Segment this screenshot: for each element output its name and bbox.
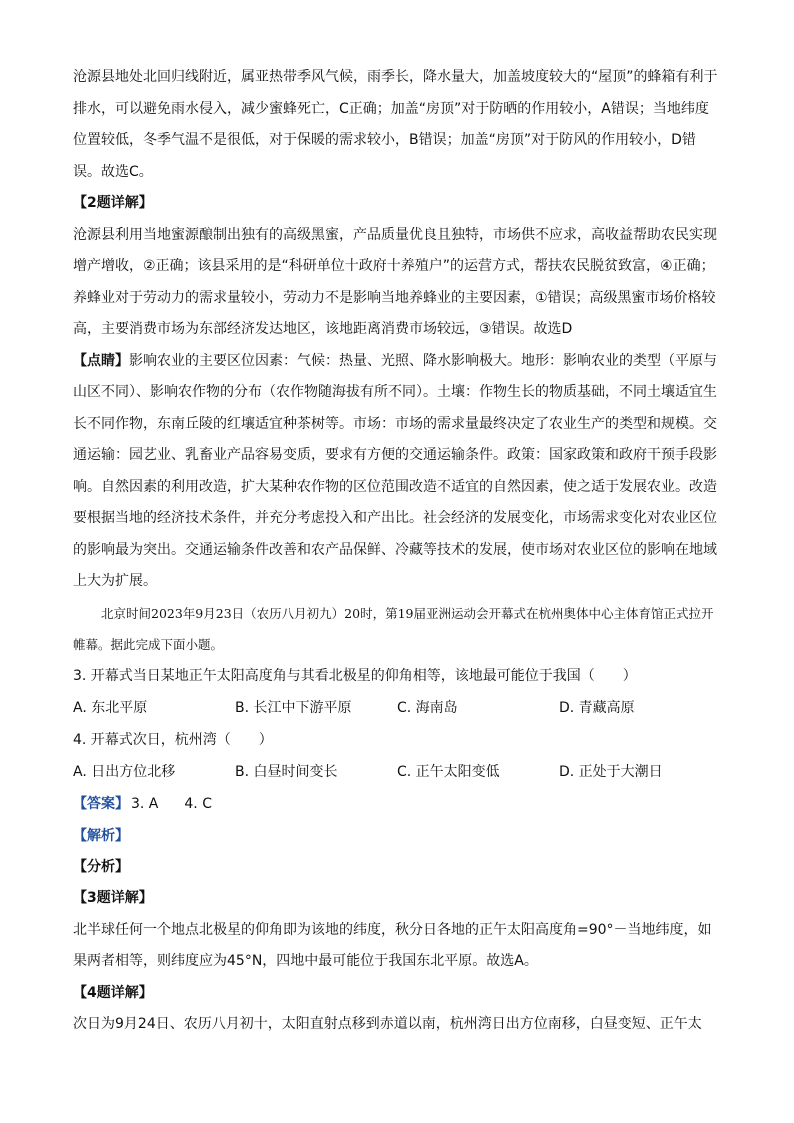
material-intro: 北京时间2023年9月23日（农历八月初九）20时，第19届亚洲运动会开幕式在杭州奥体中心主体育馆正式拉开帷幕。据此完成下面小题。 — [73, 605, 714, 652]
question-3-stem: 3. 开幕式当日某地正午太阳高度角与其看北极星的仰角相等，该地最可能位于我国（ ） — [73, 667, 637, 684]
document-page — [73, 62, 721, 1041]
dianjing-block — [73, 346, 721, 598]
paragraph-q1-explanation: 沧源县地处北回归线附近，属亚热带季风气候，雨季长，降水量大，加盖坡度较大的“屋顶”的蜂箱有利于排水，可以避免雨水侵入，减少蜜蜂死亡，C正确；加盖“房顶”对于防晒的作用较小，A错误；当地纬度位置较低，冬季气温不是很低，对于保暖的需求较小，B错误；加盖“房顶”对于防风的作用较小，D错误。故选C。 — [73, 69, 718, 180]
heading-q4-detail: 【4题详解】 — [73, 984, 153, 1001]
answer-3: 3. A — [131, 795, 159, 812]
paragraph-q3-explanation: 北半球任何一个地点北极星的仰角即为该地的纬度，秋分日各地的正午太阳高度角=90°－当地纬度，如果两者相等，则纬度应为45°N，四地中最可能位于我国东北平原。故选A。 — [73, 921, 712, 969]
dianjing-label: 【点睛】 — [73, 352, 129, 369]
heading-q3-detail: 【3题详解】 — [73, 890, 153, 906]
q4-option-d: D. 正处于大潮日 — [559, 763, 663, 780]
answer-label: 【答案】 — [73, 795, 129, 812]
answer-line — [73, 788, 721, 820]
answer-4: 4. C — [184, 795, 212, 812]
paragraph-q4-explanation: 次日为9月24日、农历八月初十，太阳直射点移到赤道以南，杭州湾日出方位南移，白昼变短、正午太 — [73, 1016, 702, 1032]
jiexi-label: 【解析】 — [73, 827, 129, 844]
question-4-options — [73, 756, 721, 788]
analysis-line — [73, 820, 721, 852]
fenxi-label: 【分析】 — [73, 858, 129, 875]
paragraph-q2-explanation: 沧源县利用当地蜜源酿制出独有的高级黑蜜，产品质量优良且独特，市场供不应求，高收益帮助农民实现增产增收，②正确；该县采用的是“科研单位十政府十养殖户”的运营方式，帮扶农民脱贫致富，④正确；养蜂业对于劳动力的需求量较小，劳动力不是影响当地养蜂业的主要因素，①错误；高级黑蜜市场价格较高，主要消费市场为东部经济发达地区，该地距离消费市场较远，③错误。故选D — [73, 226, 717, 337]
q3-option-d: D. 青藏高原 — [559, 699, 635, 716]
q4-option-b: B. 白昼时间变长 — [235, 763, 338, 780]
dianjing-text: 影响农业的主要区位因素：气候：热量、光照、降水影响极大。地形：影响农业的类型（平原与山区不同）、影响农作物的分布（农作物随海拔有所不同）。土壤：作物生长的物质基础，不同土壤适宜生长不同作物，东南丘陵的红壤适宜种茶树等。市场：市场的需求量最终决定了农业生产的类型和规模。交通运输：园艺业、乳畜业产品容易变质，要求有方便的交通运输条件。政策：国家政策和政府干预手段影响。自然因素的利用改造，扩大某种农作物的区位范围改造不适宜的自然因素，使之适于发展农业。改造要根据当地的经济技术条件，并充分考虑投入和产出比。社会经济的发展变化，市场需求变化对农业区位的影响最为突出。交通运输条件改善和农产品保鲜、冷藏等技术的发展，使市场对农业区位的影响在地域上大为扩展。 — [73, 352, 717, 589]
question-4-stem: 4. 开幕式次日，杭州湾（ ） — [73, 731, 273, 748]
q3-option-a: A. 东北平原 — [73, 699, 148, 716]
q3-option-b: B. 长江中下游平原 — [235, 699, 352, 716]
question-3-options — [73, 692, 721, 724]
heading-q2-detail: 【2题详解】 — [73, 195, 153, 211]
q4-option-a: A. 日出方位北移 — [73, 763, 176, 780]
q4-option-c: C. 正午太阳变低 — [397, 763, 500, 780]
q3-option-c: C. 海南岛 — [397, 699, 458, 716]
